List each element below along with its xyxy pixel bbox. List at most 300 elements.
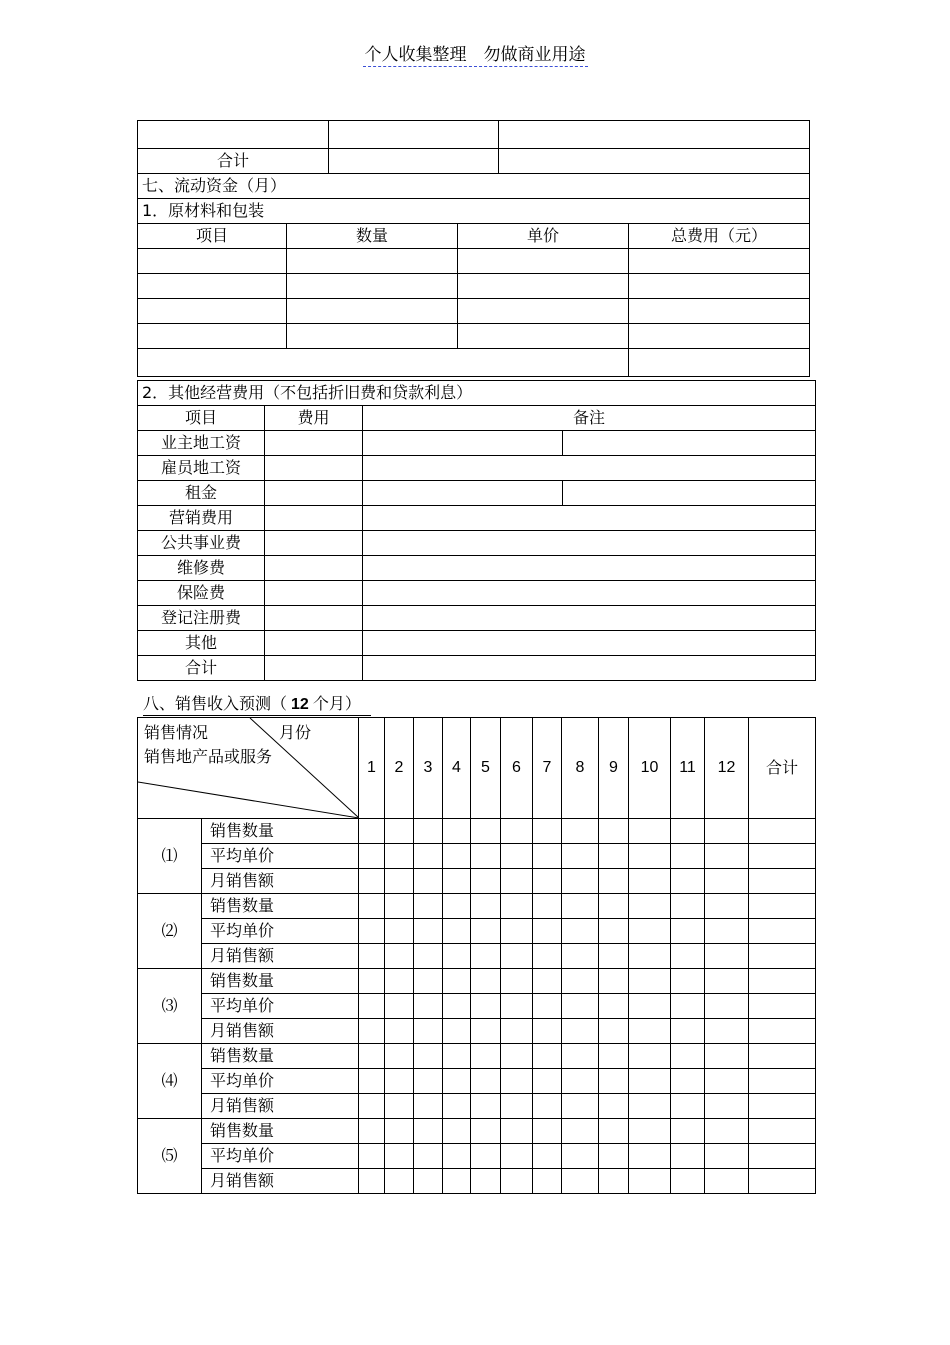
input-cell[interactable] xyxy=(363,431,563,456)
input-cell[interactable] xyxy=(458,249,629,274)
input-cell[interactable] xyxy=(385,1144,414,1169)
input-cell[interactable] xyxy=(443,944,471,969)
input-cell[interactable] xyxy=(562,919,599,944)
input-cell[interactable] xyxy=(705,894,749,919)
month-header: 3 xyxy=(414,718,443,819)
input-cell[interactable] xyxy=(671,919,705,944)
input-cell[interactable] xyxy=(287,299,458,324)
input-cell[interactable] xyxy=(629,819,671,844)
blank-cell[interactable] xyxy=(499,149,810,174)
input-cell[interactable] xyxy=(287,324,458,349)
input-cell[interactable] xyxy=(629,1169,671,1194)
table-row xyxy=(138,456,816,481)
input-cell[interactable] xyxy=(385,819,414,844)
metric-label: 月销售额 xyxy=(202,869,359,894)
input-cell[interactable] xyxy=(533,1094,562,1119)
input-cell[interactable] xyxy=(414,894,443,919)
table-row xyxy=(138,844,816,869)
input-cell[interactable] xyxy=(671,819,705,844)
input-cell[interactable] xyxy=(562,994,599,1019)
input-cell[interactable] xyxy=(363,531,816,556)
input-cell[interactable] xyxy=(471,1169,501,1194)
table-row xyxy=(138,1169,816,1194)
input-cell[interactable] xyxy=(359,869,385,894)
input-cell[interactable] xyxy=(414,1069,443,1094)
input-cell[interactable] xyxy=(501,1044,533,1069)
input-cell[interactable] xyxy=(599,919,629,944)
input-cell[interactable] xyxy=(471,1144,501,1169)
input-cell[interactable] xyxy=(562,1169,599,1194)
input-cell[interactable] xyxy=(533,844,562,869)
input-cell[interactable] xyxy=(533,919,562,944)
input-cell[interactable] xyxy=(359,919,385,944)
input-cell[interactable] xyxy=(671,1144,705,1169)
input-cell[interactable] xyxy=(501,844,533,869)
input-cell[interactable] xyxy=(443,894,471,919)
input-cell[interactable] xyxy=(671,1169,705,1194)
input-cell[interactable] xyxy=(562,1144,599,1169)
input-cell[interactable] xyxy=(414,1044,443,1069)
input-cell[interactable] xyxy=(533,1169,562,1194)
input-cell[interactable] xyxy=(265,656,363,681)
blank-cell[interactable] xyxy=(329,121,499,149)
input-cell[interactable] xyxy=(501,819,533,844)
input-cell[interactable] xyxy=(385,919,414,944)
row-label: 维修费 xyxy=(138,556,265,581)
input-cell[interactable] xyxy=(359,1169,385,1194)
month-header: 12 xyxy=(705,718,749,819)
input-cell[interactable] xyxy=(749,819,816,844)
input-cell[interactable] xyxy=(629,869,671,894)
input-cell[interactable] xyxy=(265,456,363,481)
month-header: 5 xyxy=(471,718,501,819)
input-cell[interactable] xyxy=(629,299,810,324)
input-cell[interactable] xyxy=(501,944,533,969)
input-cell[interactable] xyxy=(533,894,562,919)
input-cell[interactable] xyxy=(385,944,414,969)
input-cell[interactable] xyxy=(671,969,705,994)
input-cell[interactable] xyxy=(471,1069,501,1094)
input-cell[interactable] xyxy=(265,481,363,506)
input-cell[interactable] xyxy=(471,944,501,969)
input-cell[interactable] xyxy=(705,919,749,944)
input-cell[interactable] xyxy=(385,1119,414,1144)
input-cell[interactable] xyxy=(629,349,810,377)
corner-header-cell xyxy=(138,718,359,819)
input-cell[interactable] xyxy=(749,1119,816,1144)
input-cell[interactable] xyxy=(471,1019,501,1044)
input-cell[interactable] xyxy=(671,944,705,969)
section8-title-months: 12 xyxy=(291,696,309,713)
input-cell[interactable] xyxy=(414,1094,443,1119)
input-cell[interactable] xyxy=(443,844,471,869)
input-cell[interactable] xyxy=(749,1169,816,1194)
input-cell[interactable] xyxy=(414,1169,443,1194)
input-cell[interactable] xyxy=(138,349,629,377)
input-cell[interactable] xyxy=(671,844,705,869)
input-cell[interactable] xyxy=(363,656,816,681)
table-row xyxy=(138,531,816,556)
input-cell[interactable] xyxy=(359,894,385,919)
input-cell[interactable] xyxy=(749,994,816,1019)
product-group-label: ⑷ xyxy=(138,1044,202,1119)
input-cell[interactable] xyxy=(705,1144,749,1169)
input-cell[interactable] xyxy=(562,944,599,969)
input-cell[interactable] xyxy=(563,481,816,506)
input-cell[interactable] xyxy=(749,1044,816,1069)
input-cell[interactable] xyxy=(443,919,471,944)
input-cell[interactable] xyxy=(749,969,816,994)
product-group-label: ⑴ xyxy=(138,819,202,894)
row-label: 公共事业费 xyxy=(138,531,265,556)
input-cell[interactable] xyxy=(501,969,533,994)
input-cell[interactable] xyxy=(287,274,458,299)
row-label: 租金 xyxy=(138,481,265,506)
input-cell[interactable] xyxy=(563,431,816,456)
input-cell[interactable] xyxy=(599,969,629,994)
input-cell[interactable] xyxy=(414,1144,443,1169)
input-cell[interactable] xyxy=(629,324,810,349)
input-cell[interactable] xyxy=(629,844,671,869)
table-row xyxy=(138,994,816,1019)
input-cell[interactable] xyxy=(385,1044,414,1069)
input-cell[interactable] xyxy=(363,506,816,531)
input-cell[interactable] xyxy=(749,944,816,969)
input-cell[interactable] xyxy=(562,844,599,869)
input-cell[interactable] xyxy=(443,1169,471,1194)
input-cell[interactable] xyxy=(501,1119,533,1144)
product-group-label: ⑵ xyxy=(138,894,202,969)
input-cell[interactable] xyxy=(385,1169,414,1194)
input-cell[interactable] xyxy=(562,969,599,994)
input-cell[interactable] xyxy=(443,1044,471,1069)
blank-cell[interactable] xyxy=(499,121,810,149)
input-cell[interactable] xyxy=(359,1094,385,1119)
input-cell[interactable] xyxy=(705,969,749,994)
input-cell[interactable] xyxy=(385,869,414,894)
input-cell[interactable] xyxy=(359,1119,385,1144)
total-header: 合计 xyxy=(749,718,816,819)
input-cell[interactable] xyxy=(629,919,671,944)
input-cell[interactable] xyxy=(363,606,816,631)
metric-label: 月销售额 xyxy=(202,1094,359,1119)
input-cell[interactable] xyxy=(705,869,749,894)
input-cell[interactable] xyxy=(414,1019,443,1044)
input-cell[interactable] xyxy=(385,1069,414,1094)
input-cell[interactable] xyxy=(471,869,501,894)
month-header: 7 xyxy=(533,718,562,819)
input-cell[interactable] xyxy=(414,944,443,969)
section7-sub1-title: 1．原材料和包装 xyxy=(138,199,810,224)
table-row xyxy=(138,1019,816,1044)
metric-label: 平均单价 xyxy=(202,844,359,869)
input-cell[interactable] xyxy=(138,299,287,324)
input-cell[interactable] xyxy=(471,894,501,919)
input-cell[interactable] xyxy=(629,994,671,1019)
row-label: 其他 xyxy=(138,631,265,656)
input-cell[interactable] xyxy=(138,274,287,299)
metric-label: 平均单价 xyxy=(202,919,359,944)
input-cell[interactable] xyxy=(471,994,501,1019)
col-header-cost: 费用 xyxy=(265,406,363,431)
col-header-item: 项目 xyxy=(138,224,287,249)
input-cell[interactable] xyxy=(671,869,705,894)
input-cell[interactable] xyxy=(501,869,533,894)
col-header-total-cost: 总费用（元） xyxy=(629,224,810,249)
row-label: 雇员地工资 xyxy=(138,456,265,481)
input-cell[interactable] xyxy=(533,869,562,894)
metric-label: 平均单价 xyxy=(202,1144,359,1169)
input-cell[interactable] xyxy=(471,919,501,944)
input-cell[interactable] xyxy=(443,869,471,894)
input-cell[interactable] xyxy=(671,1069,705,1094)
input-cell[interactable] xyxy=(629,1044,671,1069)
table-row xyxy=(138,324,810,349)
input-cell[interactable] xyxy=(414,969,443,994)
input-cell[interactable] xyxy=(533,1044,562,1069)
table-row xyxy=(138,1094,816,1119)
input-cell[interactable] xyxy=(359,1019,385,1044)
input-cell[interactable] xyxy=(363,456,816,481)
month-header: 9 xyxy=(599,718,629,819)
input-cell[interactable] xyxy=(671,1094,705,1119)
input-cell[interactable] xyxy=(138,324,287,349)
input-cell[interactable] xyxy=(501,1169,533,1194)
input-cell[interactable] xyxy=(749,919,816,944)
input-cell[interactable] xyxy=(265,506,363,531)
input-cell[interactable] xyxy=(414,869,443,894)
input-cell[interactable] xyxy=(443,994,471,1019)
input-cell[interactable] xyxy=(363,481,563,506)
input-cell[interactable] xyxy=(705,1044,749,1069)
input-cell[interactable] xyxy=(671,894,705,919)
input-cell[interactable] xyxy=(705,1169,749,1194)
input-cell[interactable] xyxy=(265,556,363,581)
input-cell[interactable] xyxy=(599,1069,629,1094)
input-cell[interactable] xyxy=(629,944,671,969)
input-cell[interactable] xyxy=(599,1144,629,1169)
input-cell[interactable] xyxy=(705,1019,749,1044)
table-row xyxy=(138,581,816,606)
input-cell[interactable] xyxy=(629,894,671,919)
input-cell[interactable] xyxy=(533,1019,562,1044)
input-cell[interactable] xyxy=(385,894,414,919)
input-cell[interactable] xyxy=(443,1094,471,1119)
blank-cell[interactable] xyxy=(329,149,499,174)
input-cell[interactable] xyxy=(501,1144,533,1169)
input-cell[interactable] xyxy=(414,919,443,944)
input-cell[interactable] xyxy=(458,324,629,349)
input-cell[interactable] xyxy=(629,249,810,274)
input-cell[interactable] xyxy=(671,1019,705,1044)
table-row xyxy=(138,556,816,581)
input-cell[interactable] xyxy=(749,1094,816,1119)
input-cell[interactable] xyxy=(749,1069,816,1094)
input-cell[interactable] xyxy=(414,844,443,869)
table-row xyxy=(138,1119,816,1144)
input-cell[interactable] xyxy=(414,819,443,844)
table-row xyxy=(138,249,810,274)
input-cell[interactable] xyxy=(599,869,629,894)
input-cell[interactable] xyxy=(501,1069,533,1094)
row-label: 登记注册费 xyxy=(138,606,265,631)
corner-product-label: 销售地产品或服务 xyxy=(144,747,273,766)
input-cell[interactable] xyxy=(629,969,671,994)
input-cell[interactable] xyxy=(629,1094,671,1119)
input-cell[interactable] xyxy=(533,944,562,969)
input-cell[interactable] xyxy=(363,581,816,606)
input-cell[interactable] xyxy=(414,1119,443,1144)
metric-label: 月销售额 xyxy=(202,1019,359,1044)
month-header: 11 xyxy=(671,718,705,819)
input-cell[interactable] xyxy=(705,994,749,1019)
input-cell[interactable] xyxy=(443,819,471,844)
section8-title-prefix: 八、销售收入预测（ xyxy=(143,694,288,713)
table-row xyxy=(138,656,816,681)
input-cell[interactable] xyxy=(471,1044,501,1069)
input-cell[interactable] xyxy=(599,944,629,969)
input-cell[interactable] xyxy=(705,1069,749,1094)
input-cell[interactable] xyxy=(359,944,385,969)
input-cell[interactable] xyxy=(443,1119,471,1144)
input-cell[interactable] xyxy=(533,819,562,844)
input-cell[interactable] xyxy=(359,844,385,869)
input-cell[interactable] xyxy=(533,994,562,1019)
input-cell[interactable] xyxy=(443,969,471,994)
section8-title xyxy=(143,694,371,716)
col-header-quantity: 数量 xyxy=(287,224,458,249)
input-cell[interactable] xyxy=(671,994,705,1019)
input-cell[interactable] xyxy=(359,994,385,1019)
input-cell[interactable] xyxy=(562,1119,599,1144)
input-cell[interactable] xyxy=(265,606,363,631)
input-cell[interactable] xyxy=(705,1094,749,1119)
input-cell[interactable] xyxy=(533,969,562,994)
input-cell[interactable] xyxy=(501,1019,533,1044)
input-cell[interactable] xyxy=(562,1094,599,1119)
input-cell[interactable] xyxy=(265,581,363,606)
input-cell[interactable] xyxy=(671,1044,705,1069)
input-cell[interactable] xyxy=(385,844,414,869)
input-cell[interactable] xyxy=(629,1019,671,1044)
input-cell[interactable] xyxy=(359,819,385,844)
input-cell[interactable] xyxy=(501,994,533,1019)
input-cell[interactable] xyxy=(749,894,816,919)
input-cell[interactable] xyxy=(471,969,501,994)
input-cell[interactable] xyxy=(749,869,816,894)
input-cell[interactable] xyxy=(471,1119,501,1144)
input-cell[interactable] xyxy=(671,1119,705,1144)
input-cell[interactable] xyxy=(629,1144,671,1169)
input-cell[interactable] xyxy=(533,1119,562,1144)
input-cell[interactable] xyxy=(749,1019,816,1044)
input-cell[interactable] xyxy=(599,819,629,844)
table-row xyxy=(138,481,816,506)
input-cell[interactable] xyxy=(629,1119,671,1144)
input-cell[interactable] xyxy=(363,556,816,581)
input-cell[interactable] xyxy=(359,1044,385,1069)
input-cell[interactable] xyxy=(629,1069,671,1094)
col-header-item: 项目 xyxy=(138,406,265,431)
input-cell[interactable] xyxy=(443,1144,471,1169)
input-cell[interactable] xyxy=(385,994,414,1019)
row-label: 保险费 xyxy=(138,581,265,606)
sales-forecast-table xyxy=(137,717,816,1194)
input-cell[interactable] xyxy=(501,919,533,944)
input-cell[interactable] xyxy=(562,894,599,919)
input-cell[interactable] xyxy=(705,1119,749,1144)
table-row xyxy=(138,944,816,969)
header-title: 个人收集整理 勿做商业用途 xyxy=(363,40,588,67)
month-header: 4 xyxy=(443,718,471,819)
input-cell[interactable] xyxy=(533,1144,562,1169)
input-cell[interactable] xyxy=(359,1069,385,1094)
input-cell[interactable] xyxy=(471,1094,501,1119)
metric-label: 平均单价 xyxy=(202,1069,359,1094)
input-cell[interactable] xyxy=(471,819,501,844)
row-label: 合计 xyxy=(138,656,265,681)
input-cell[interactable] xyxy=(705,844,749,869)
input-cell[interactable] xyxy=(599,1019,629,1044)
input-cell[interactable] xyxy=(471,844,501,869)
input-cell[interactable] xyxy=(458,274,629,299)
input-cell[interactable] xyxy=(265,431,363,456)
input-cell[interactable] xyxy=(599,894,629,919)
input-cell[interactable] xyxy=(705,819,749,844)
input-cell[interactable] xyxy=(359,969,385,994)
input-cell[interactable] xyxy=(562,1069,599,1094)
input-cell[interactable] xyxy=(458,299,629,324)
input-cell[interactable] xyxy=(599,994,629,1019)
input-cell[interactable] xyxy=(501,894,533,919)
blank-cell[interactable] xyxy=(138,121,329,149)
input-cell[interactable] xyxy=(287,249,458,274)
input-cell[interactable] xyxy=(705,944,749,969)
input-cell[interactable] xyxy=(562,819,599,844)
input-cell[interactable] xyxy=(363,631,816,656)
month-header: 2 xyxy=(385,718,414,819)
table-row xyxy=(138,431,816,456)
input-cell[interactable] xyxy=(562,869,599,894)
input-cell[interactable] xyxy=(599,1044,629,1069)
input-cell[interactable] xyxy=(599,1169,629,1194)
row-label: 业主地工资 xyxy=(138,431,265,456)
input-cell[interactable] xyxy=(562,1044,599,1069)
input-cell[interactable] xyxy=(385,1094,414,1119)
input-cell[interactable] xyxy=(385,1019,414,1044)
input-cell[interactable] xyxy=(629,274,810,299)
section8-title-suffix: 个月） xyxy=(312,694,361,713)
input-cell[interactable] xyxy=(599,1119,629,1144)
input-cell[interactable] xyxy=(599,1094,629,1119)
input-cell[interactable] xyxy=(749,844,816,869)
input-cell[interactable] xyxy=(533,1069,562,1094)
input-cell[interactable] xyxy=(749,1144,816,1169)
input-cell[interactable] xyxy=(599,844,629,869)
input-cell[interactable] xyxy=(562,1019,599,1044)
input-cell[interactable] xyxy=(265,531,363,556)
input-cell[interactable] xyxy=(443,1069,471,1094)
col-header-unit-price: 单价 xyxy=(458,224,629,249)
input-cell[interactable] xyxy=(501,1094,533,1119)
input-cell[interactable] xyxy=(138,249,287,274)
input-cell[interactable] xyxy=(385,969,414,994)
input-cell[interactable] xyxy=(265,631,363,656)
input-cell[interactable] xyxy=(359,1144,385,1169)
metric-label: 销售数量 xyxy=(202,894,359,919)
input-cell[interactable] xyxy=(414,994,443,1019)
input-cell[interactable] xyxy=(443,1019,471,1044)
